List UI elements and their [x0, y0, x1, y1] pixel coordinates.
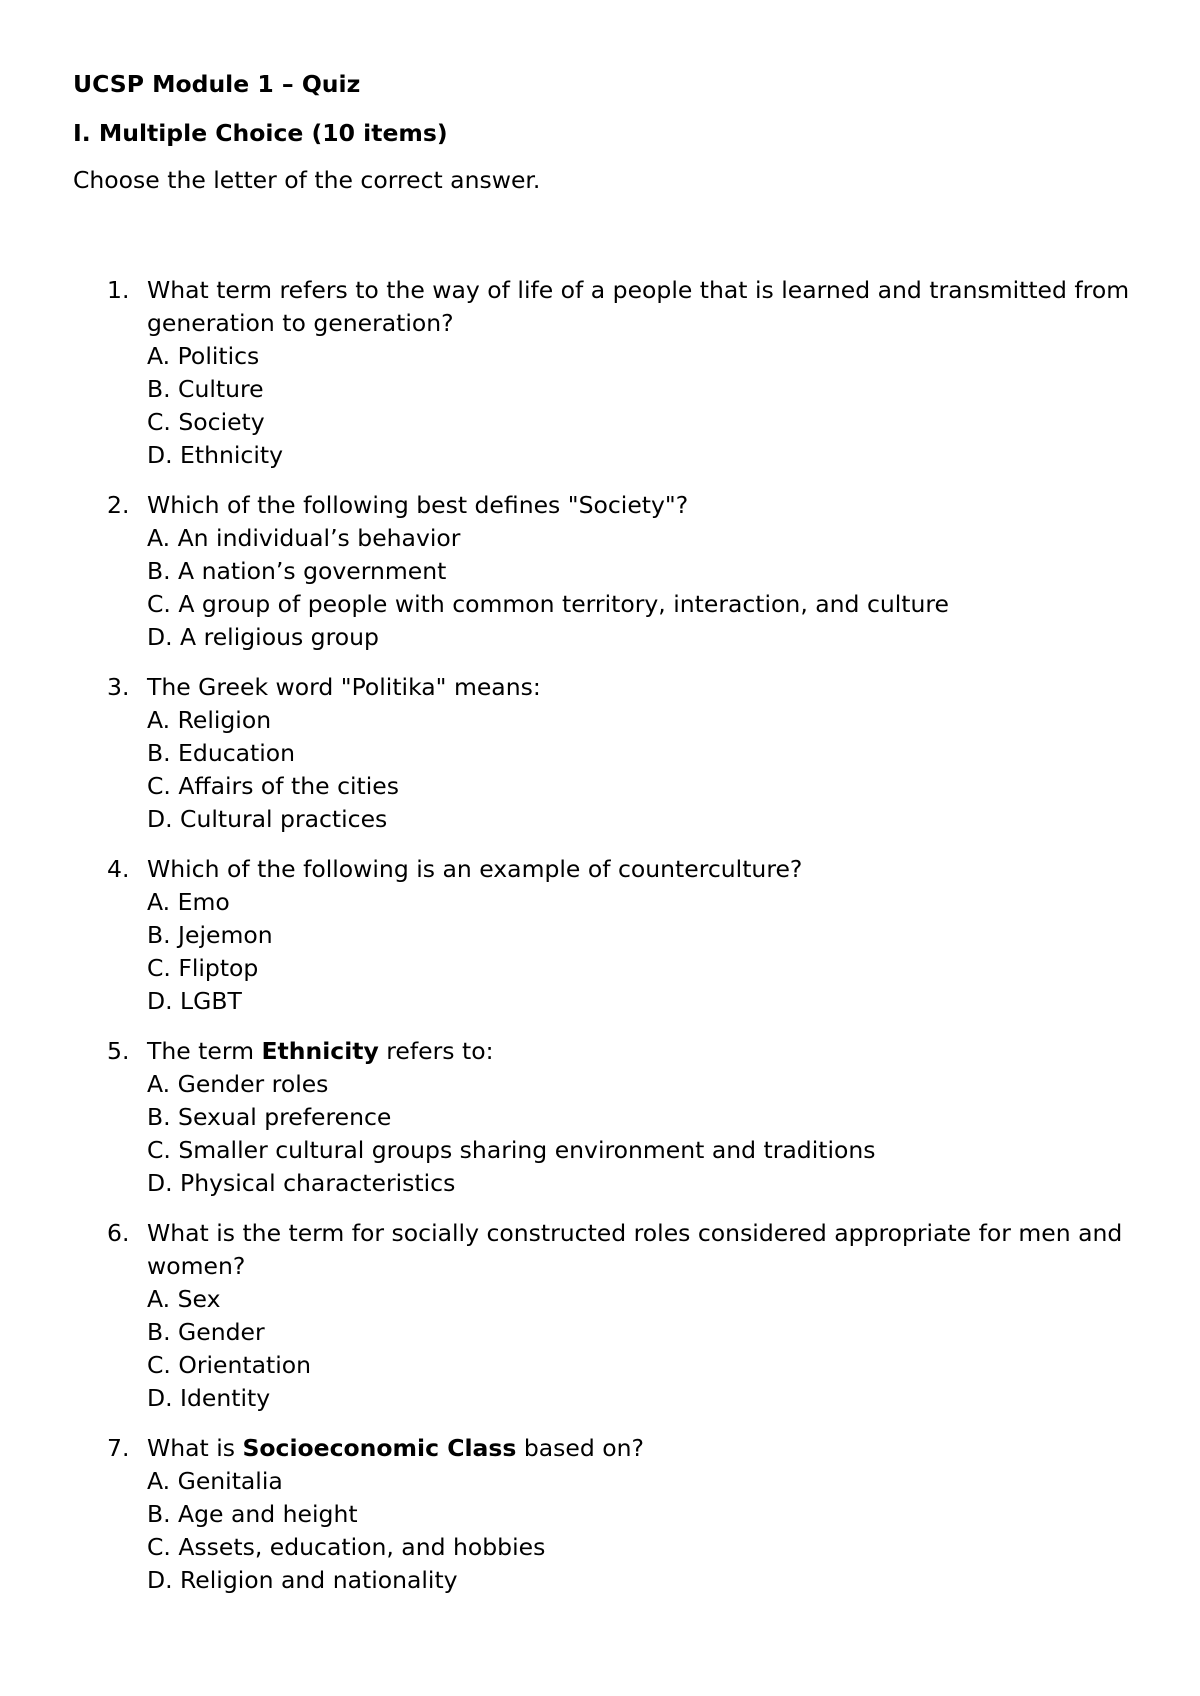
answer-option: C. Affairs of the cities [147, 772, 399, 800]
answer-option: C. Smaller cultural groups sharing environment and traditions [147, 1136, 876, 1164]
answer-option: B. Jejemon [147, 921, 273, 949]
question-number: 2. [107, 491, 130, 519]
question-number: 5. [107, 1037, 130, 1065]
answer-option: D. LGBT [147, 987, 242, 1015]
question-item [73, 274, 1133, 472]
question-number: 1. [107, 276, 130, 304]
question-item [73, 671, 1133, 836]
answer-option: A. Religion [147, 706, 272, 734]
answer-option: A. Sex [147, 1285, 221, 1313]
answer-option: D. Identity [147, 1384, 271, 1412]
answer-option: C. Fliptop [147, 954, 259, 982]
question-text-part: refers to: [378, 1037, 494, 1065]
answer-option: A. Politics [147, 342, 260, 370]
question-text-part: The term [147, 1037, 262, 1065]
question-key-term: Socioeconomic Class [242, 1434, 517, 1462]
question-number: 4. [107, 855, 130, 883]
question-item [73, 1432, 1133, 1597]
answer-option: A. Gender roles [147, 1070, 329, 1098]
question-text [147, 489, 1133, 522]
question-text-part: Which of the following best defines "Society"? [147, 491, 689, 519]
question-text-part: Which of the following is an example of counterculture? [147, 855, 803, 883]
question-item [73, 1035, 1133, 1200]
answer-option: A. An individual’s behavior [147, 524, 461, 552]
answer-option: D. Physical characteristics [147, 1169, 456, 1197]
question-text-part: What is the term for socially constructed roles considered appropriate for men and women? [147, 1219, 1123, 1280]
answer-option: C. Society [147, 408, 265, 436]
answer-option: B. A nation’s government [147, 557, 447, 585]
question-text-part: What term refers to the way of life of a people that is learned and transmitted from generation to generation? [147, 276, 1130, 337]
answer-option: D. Ethnicity [147, 441, 283, 469]
instructions-text: Choose the letter of the correct answer. [73, 166, 541, 194]
document-page [73, 68, 1133, 1614]
question-text-part: based on? [516, 1434, 644, 1462]
question-text-part: The Greek word "Politika" means: [147, 673, 541, 701]
question-number: 6. [107, 1219, 130, 1247]
answer-option: B. Education [147, 739, 296, 767]
question-text [147, 671, 1133, 704]
document-title: UCSP Module 1 – Quiz [73, 70, 361, 98]
answer-option: A. Genitalia [147, 1467, 283, 1495]
question-text-part: What is [147, 1434, 243, 1462]
question-number: 7. [107, 1434, 130, 1462]
answer-option: A. Emo [147, 888, 230, 916]
answer-option: B. Sexual preference [147, 1103, 392, 1131]
answer-option: C. Assets, education, and hobbies [147, 1533, 546, 1561]
answer-option: D. Cultural practices [147, 805, 388, 833]
question-text [147, 1217, 1133, 1283]
question-item [73, 853, 1133, 1018]
answer-option: C. Orientation [147, 1351, 312, 1379]
answer-option: D. Religion and nationality [147, 1566, 458, 1594]
question-text [147, 1432, 1133, 1465]
question-key-term: Ethnicity [261, 1037, 379, 1065]
question-item [73, 1217, 1133, 1415]
answer-option: B. Culture [147, 375, 264, 403]
question-text [147, 274, 1133, 340]
answer-option: B. Age and height [147, 1500, 358, 1528]
section-title: I. Multiple Choice (10 items) [73, 119, 448, 147]
question-text [147, 853, 1133, 886]
answer-option: D. A religious group [147, 623, 379, 651]
question-number: 3. [107, 673, 130, 701]
answer-option: B. Gender [147, 1318, 265, 1346]
answer-option: C. A group of people with common territory, interaction, and culture [147, 590, 949, 618]
question-item [73, 489, 1133, 654]
question-list [73, 274, 1133, 1597]
question-text [147, 1035, 1133, 1068]
